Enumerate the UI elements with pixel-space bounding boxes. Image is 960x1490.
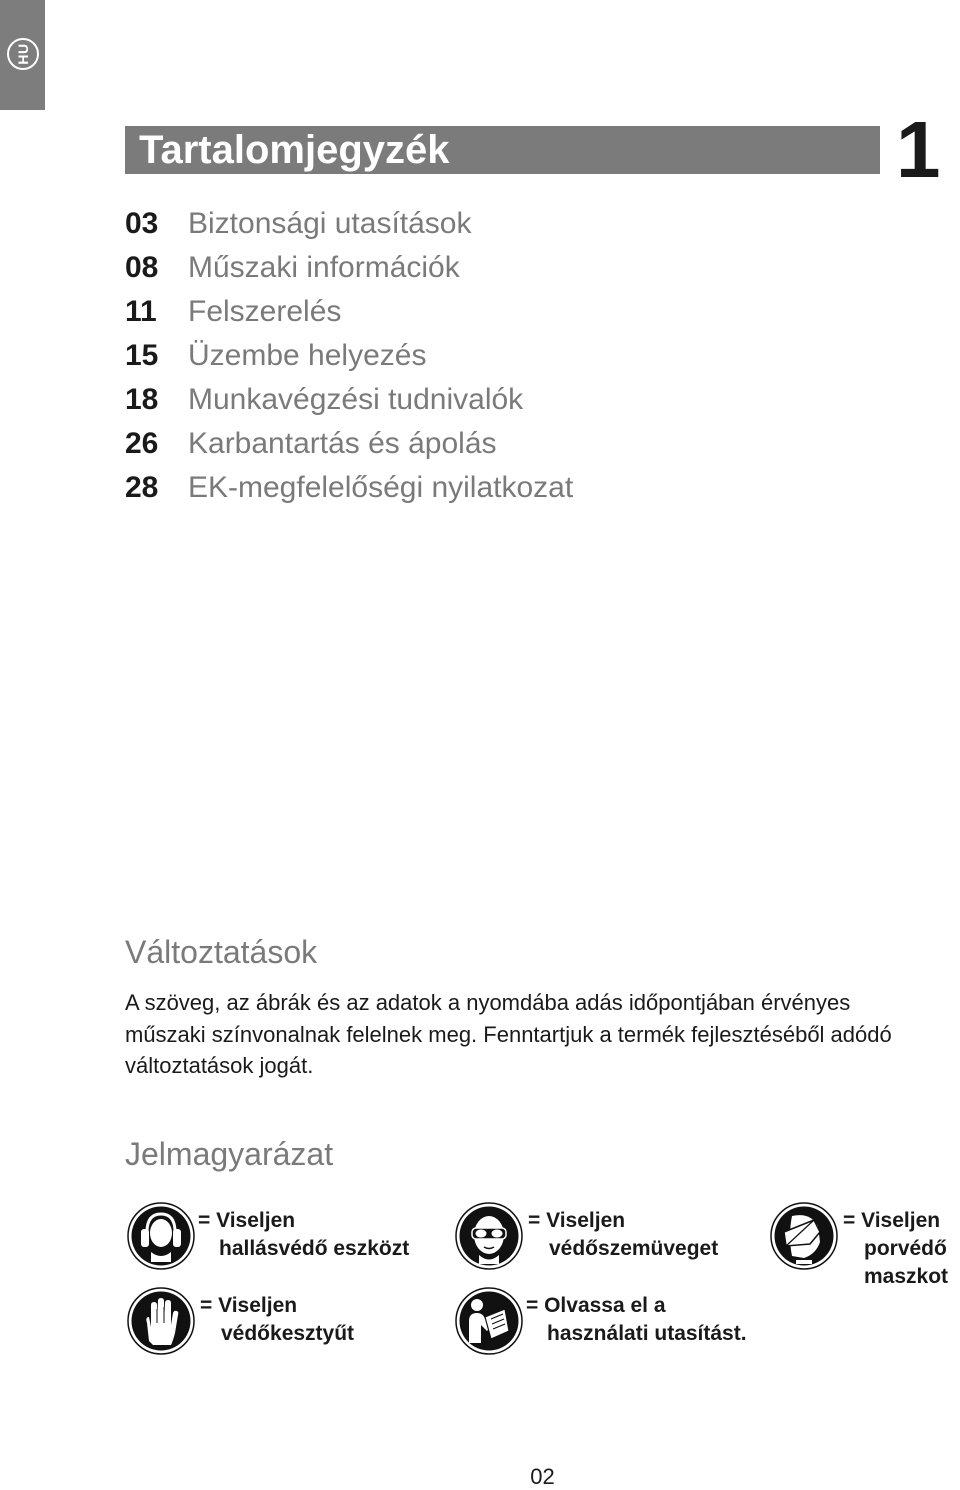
toc-page-number: 08 xyxy=(125,251,159,284)
toc-entry-label: Felszerelés xyxy=(188,295,342,328)
toc-entry-label: Karbantartás és ápolás xyxy=(188,427,497,460)
toc-entry-label: EK-megfelelőségi nyilatkozat xyxy=(188,471,574,504)
legend-line: = Viseljen xyxy=(200,1294,298,1317)
toc-page-number: 28 xyxy=(125,471,159,504)
legend-text xyxy=(528,1207,718,1263)
toc-entry xyxy=(125,334,573,378)
toc-entry xyxy=(125,422,573,466)
legend-line: = Viseljen xyxy=(843,1209,941,1232)
read-manual-icon xyxy=(455,1287,523,1355)
toc-entry xyxy=(125,246,573,290)
changes-paragraph: A szöveg, az ábrák és az adatok a nyomdába adás időpontjában érvényes műszaki színvonalnak felelnek meg. Fenntartjuk a termék fejlesztéséből adódó változtatások jogát. xyxy=(125,990,892,1078)
toc-page-number: 11 xyxy=(125,295,157,328)
legend-text xyxy=(198,1207,409,1263)
title-bar xyxy=(125,126,880,174)
legend-line: = Viseljen xyxy=(198,1209,296,1232)
language-tab xyxy=(0,0,45,110)
legend-line: használati utasítást. xyxy=(547,1322,747,1345)
toc-page-number: 03 xyxy=(125,207,159,240)
legend-text xyxy=(843,1207,948,1291)
toc-entry-label: Munkavégzési tudnivalók xyxy=(188,383,524,416)
toc-page-number: 26 xyxy=(125,427,159,460)
table-of-contents xyxy=(125,202,573,510)
toc-entry-label: Műszaki információk xyxy=(188,251,460,284)
toc-entry xyxy=(125,378,573,422)
legend-line: védőszemüveget xyxy=(549,1237,719,1260)
chapter-number: 1 xyxy=(896,105,941,194)
language-code: HU xyxy=(15,43,31,65)
legend-text xyxy=(526,1292,747,1348)
dust-mask-icon xyxy=(770,1202,838,1270)
legend-line: védőkesztyűt xyxy=(221,1322,355,1345)
ear-protection-icon xyxy=(127,1202,195,1270)
legend-line: hallásvédő eszközt xyxy=(219,1237,410,1260)
legend-line: maszkot xyxy=(864,1265,949,1288)
protective-gloves-icon xyxy=(127,1287,195,1355)
page-number: 02 xyxy=(530,1464,555,1489)
page-title: Tartalomjegyzék xyxy=(139,128,450,172)
toc-entry xyxy=(125,466,573,510)
legend-heading: Jelmagyarázat xyxy=(125,1136,334,1172)
legend-line: = Viseljen xyxy=(528,1209,626,1232)
toc-entry xyxy=(125,290,573,334)
changes-heading: Változtatások xyxy=(125,934,318,970)
safety-goggles-icon xyxy=(455,1202,523,1270)
legend-line: = Olvassa el a xyxy=(526,1294,666,1317)
language-badge xyxy=(7,38,39,70)
toc-entry xyxy=(125,202,573,246)
toc-page-number: 15 xyxy=(125,339,159,372)
toc-page-number: 18 xyxy=(125,383,159,416)
toc-entry-label: Üzembe helyezés xyxy=(188,339,427,372)
legend-line: porvédő xyxy=(864,1237,947,1260)
toc-entry-label: Biztonsági utasítások xyxy=(188,207,472,240)
legend-text xyxy=(200,1292,354,1348)
